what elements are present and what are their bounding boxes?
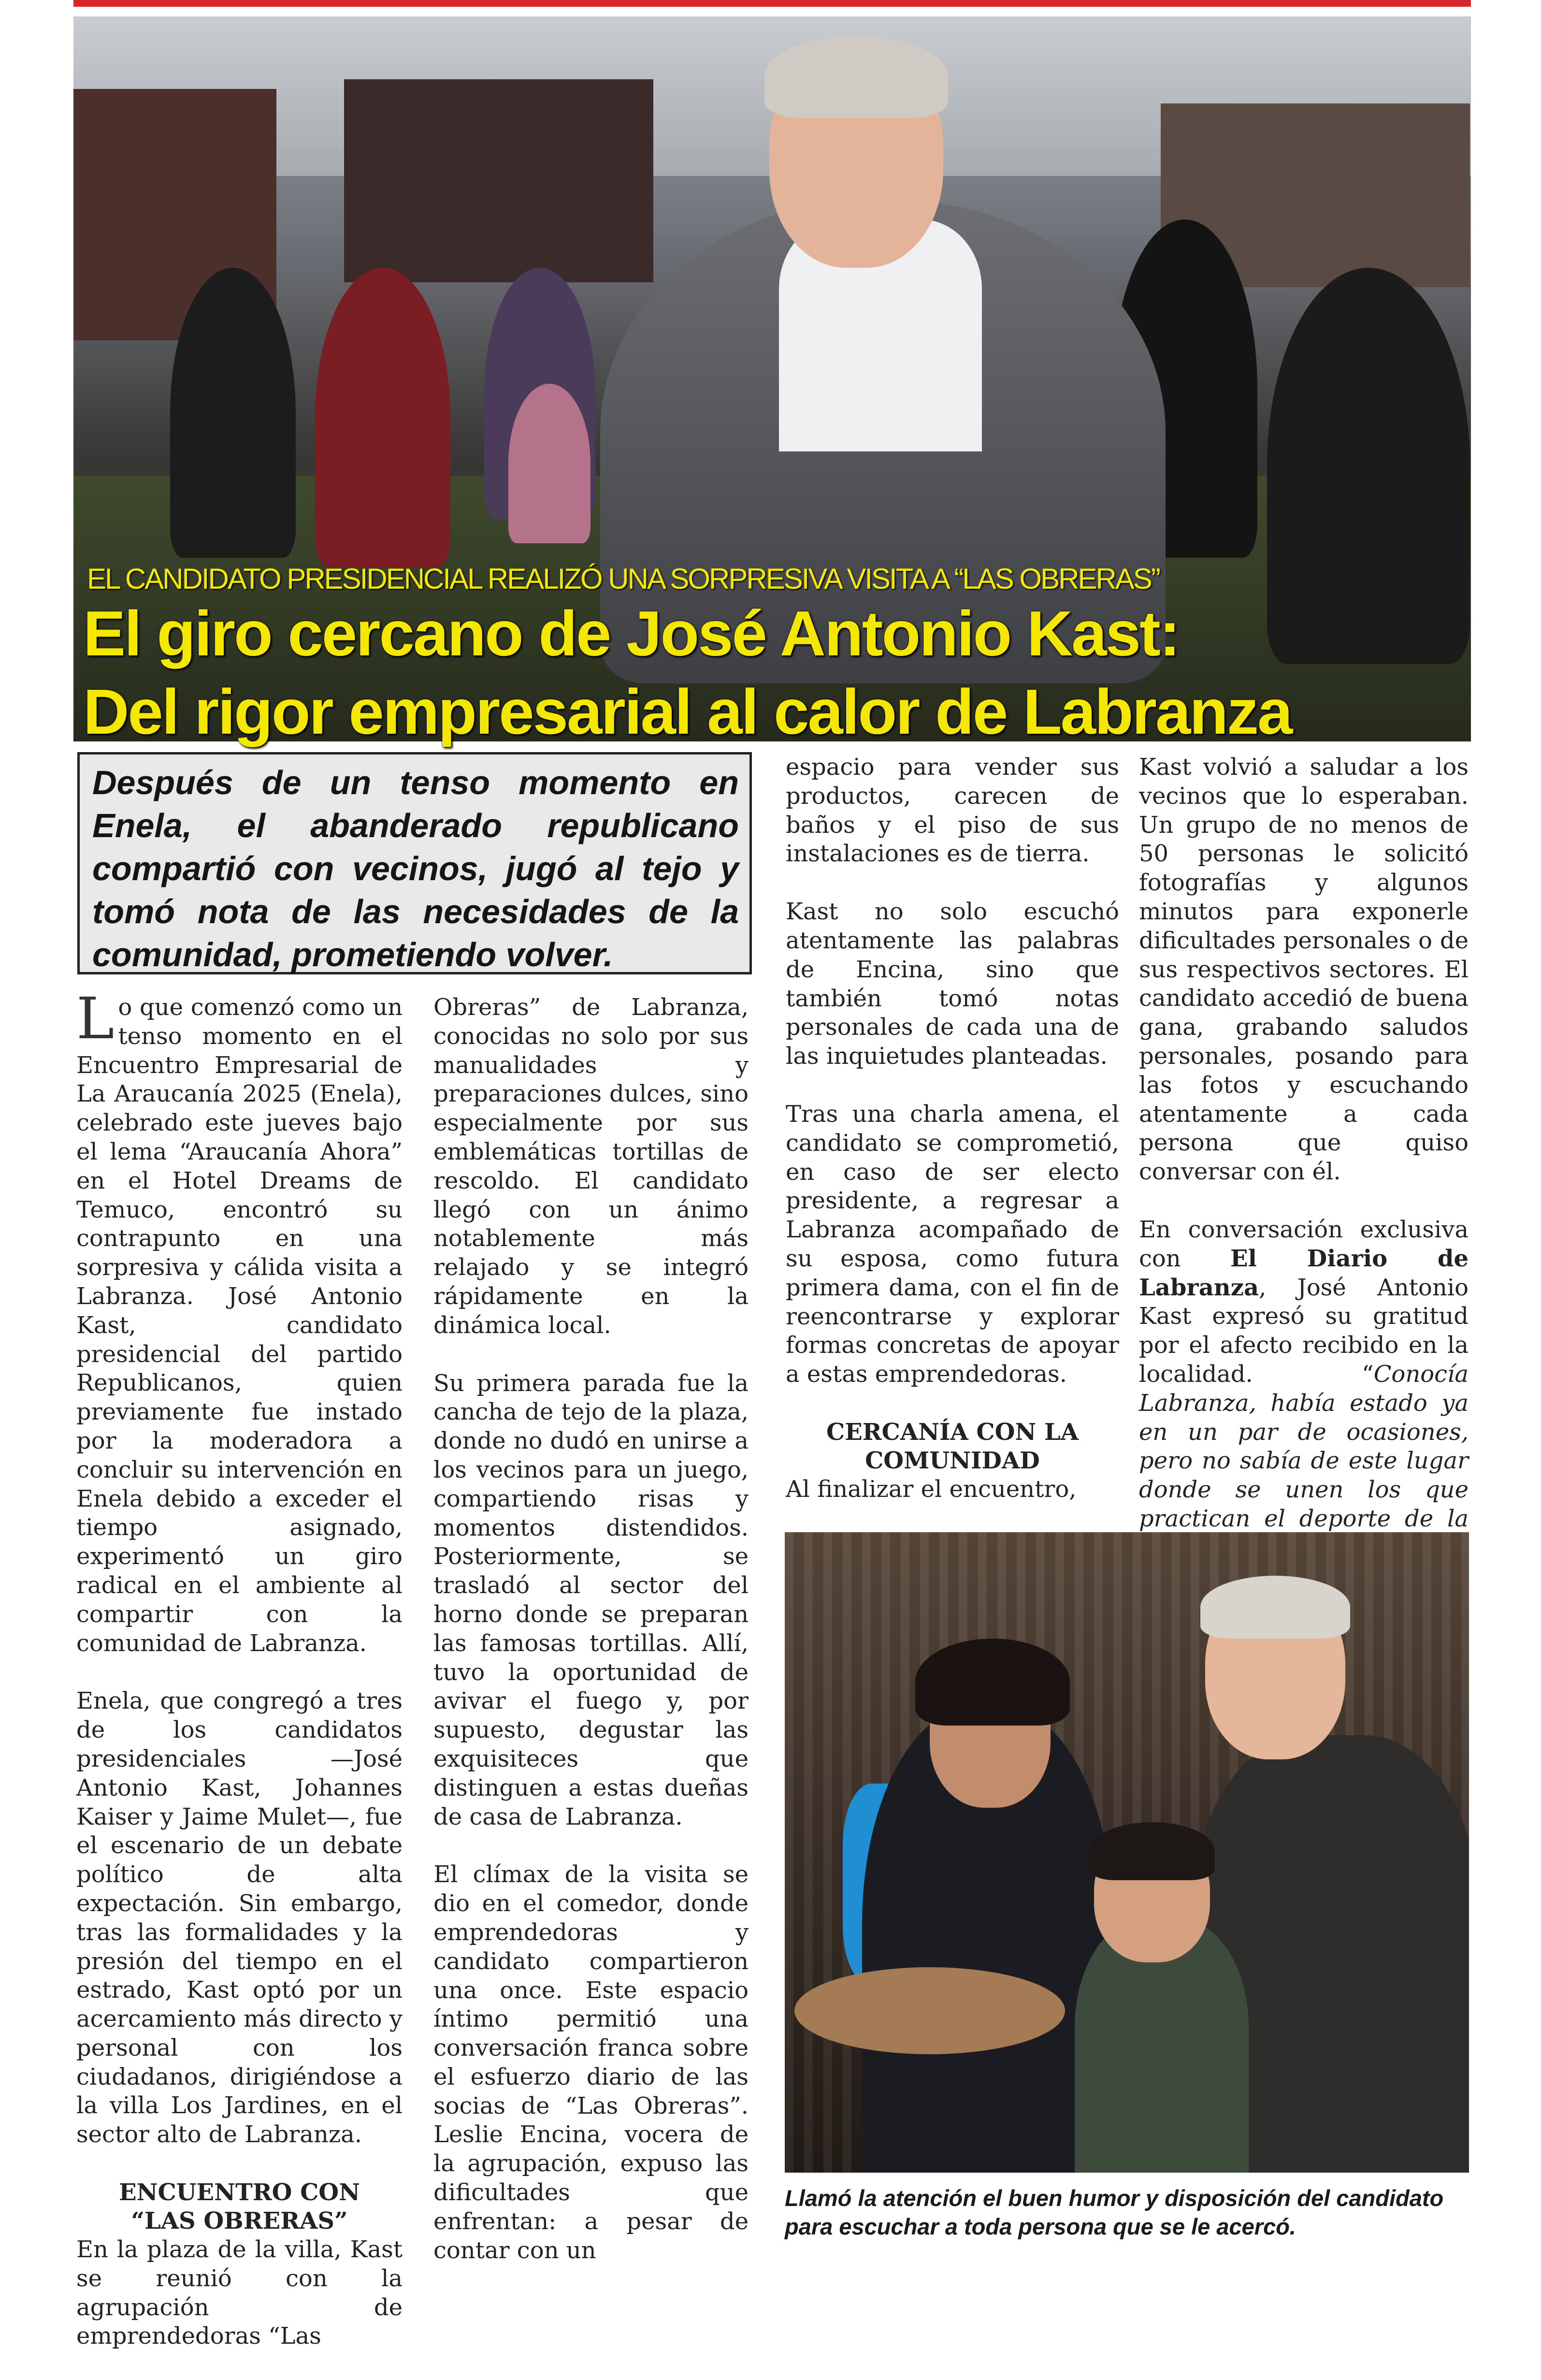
headline bbox=[83, 595, 1460, 751]
paragraph: Tras una charla amena, el candidato se comprometió, en caso de ser electo presidente, a regresar a Labranza acompañado de su esposa, como futura primera dama, con el fin de reencontrarse y explorar formas concretas de apoyar a estas emprendedoras. bbox=[786, 1100, 1119, 1388]
hero-candidate-hair bbox=[764, 36, 948, 118]
photo-child-hair bbox=[1089, 1822, 1215, 1880]
subheading-line: CERCANÍA CON LA bbox=[826, 1418, 1079, 1446]
paragraph: Kast no solo escuchó atentamente las palabras de Encina, sino que también tomó notas personales de cada una de las inquietudes planteadas. bbox=[786, 898, 1119, 1070]
subheading-encuentro bbox=[76, 2178, 403, 2235]
subheading-line: COMUNIDAD bbox=[865, 1447, 1040, 1474]
top-accent-bar bbox=[73, 0, 1471, 7]
hero-house-center bbox=[344, 79, 653, 282]
subheading-line: ENCUENTRO CON bbox=[118, 2179, 360, 2206]
paragraph: Su primera parada fue la cancha de tejo de la plaza, donde no dudó en unirse a los vecinos para un juego, compartiendo risas y momentos distendidos. Posteriormente, se trasladó al sector del horno donde se preparan las famosas tortillas. Allí, tuvo la oportunidad de avivar el fuego y, por supuesto, degustar las exquisiteces que distinguen a estas dueñas de casa de Labranza. bbox=[433, 1369, 749, 1830]
paragraph bbox=[1139, 1216, 1469, 1563]
photo-candidate-hair bbox=[1200, 1576, 1350, 1639]
subheading-cercania bbox=[786, 1418, 1119, 1475]
photo-woman-hair bbox=[915, 1639, 1070, 1726]
newspaper-name: El Diario de Labranza bbox=[1139, 1245, 1469, 1301]
paragraph: Al finalizar el encuentro, bbox=[786, 1475, 1077, 1503]
text-run: , José Antonio Kast expresó su gratitud por el afecto recibido en la localidad. “ bbox=[1139, 1274, 1469, 1388]
hero-crowd-person bbox=[315, 268, 450, 567]
paragraph: Obreras” de Labranza, conocidas no solo por sus manualidades y preparaciones dulces, sino especialmente por sus emblemáticas tortillas de rescoldo. El candidato llegó con un ánimo notablemente más relajado y se integró rápidamente en la dinámica local. bbox=[433, 994, 749, 1339]
quote-text: Conocía Labranza, había estado ya en un par de ocasiones, pero no sabía de este lugar donde se unen los que practican el deporte de la bbox=[1139, 1360, 1469, 1532]
lead-box: Después de un tenso momento en Enela, el abanderado republicano compartió con vecinos, jugó al tejo y tomó nota de las necesidades de la comunidad, prometiendo volver. bbox=[77, 752, 752, 974]
photo-candidate-with-family bbox=[785, 1532, 1469, 2173]
article-column-4 bbox=[1139, 753, 1469, 1592]
paragraph: Enela, que congregó a tres de los candidatos presidenciales —José Antonio Kast, Johannes Kaiser y Jaime Mulet—, fue el escenario de un debate político de alta expectación. Sin embargo, tras las formalidades y la presión del tiempo en el estrado, Kast optó por un acercamiento más directo y personal con los ciudadanos, dirigiéndose a la villa Los Jardines, en el sector alto de Labranza. bbox=[76, 1687, 403, 2148]
hero-crowd-person bbox=[170, 268, 296, 558]
paragraph: En la plaza de la villa, Kast se reunió con la agrupación de emprendedoras “Las bbox=[76, 2236, 403, 2350]
article-column-2 bbox=[433, 993, 749, 2294]
photo-caption: Llamó la atención el buen humor y disposición del candidato para escuchar a toda persona que se le acercó. bbox=[785, 2185, 1444, 2239]
subheading-line: “LAS OBRERAS” bbox=[131, 2207, 348, 2235]
paragraph: espacio para vender sus productos, carecen de baños y el piso de sus instalaciones es de tierra. bbox=[786, 754, 1119, 868]
kicker: EL CANDIDATO PRESIDENCIAL REALIZÓ UNA SORPRESIVA VISITA A “LAS OBRERAS” bbox=[87, 563, 1159, 595]
hero-child bbox=[508, 384, 590, 543]
article-column-1 bbox=[76, 985, 403, 2380]
drop-cap: L bbox=[76, 985, 115, 1052]
headline-line-2: Del rigor empresarial al calor de Labranza bbox=[83, 676, 1292, 747]
article-column-3 bbox=[786, 753, 1119, 1533]
text-run: En conversación exclusiva con bbox=[1139, 1216, 1469, 1272]
photo-bread-tray bbox=[794, 1967, 1065, 2054]
paragraph: o que comenzó como un tenso momento en el Encuentro Empresarial de La Araucanía 2025 (Enela), celebrado este jueves bajo el lema “Araucanía Ahora” en el Hotel Dreams de Temuco, encontró su contrapunto en una sorpresiva y cálida visita a Labranza. José Antonio Kast, candidato presidencial del partido Republicanos, quien previamente fue instado por la moderadora a concluir su intervención en Enela debido a exceder el tiempo asignado, experimentó un giro radical en el ambiente al compartir con la comunidad de Labranza. bbox=[76, 994, 403, 1657]
paragraph: Kast volvió a saludar a los vecinos que lo esperaban. Un grupo de no menos de 50 personas le solicitó fotografías y algunos minutos para exponerle dificultades personales o de sus respectivos sectores. El candidato accedió de buena gana, grabando saludos personales, posando para las fotos y escuchando atentamente a cada persona que quiso conversar con él. bbox=[1139, 754, 1469, 1186]
headline-line-1: El giro cercano de José Antonio Kast: bbox=[83, 598, 1179, 669]
paragraph: El clímax de la visita se dio en el comedor, donde emprendedoras y candidato compartieron una once. Este espacio íntimo permitió una conversación franca sobre el esfuerzo diario de las socias de “Las Obreras”. Leslie Encina, vocera de la agrupación, expuso las dificultades que enfrentan: a pesar de contar con un bbox=[433, 1861, 749, 2264]
